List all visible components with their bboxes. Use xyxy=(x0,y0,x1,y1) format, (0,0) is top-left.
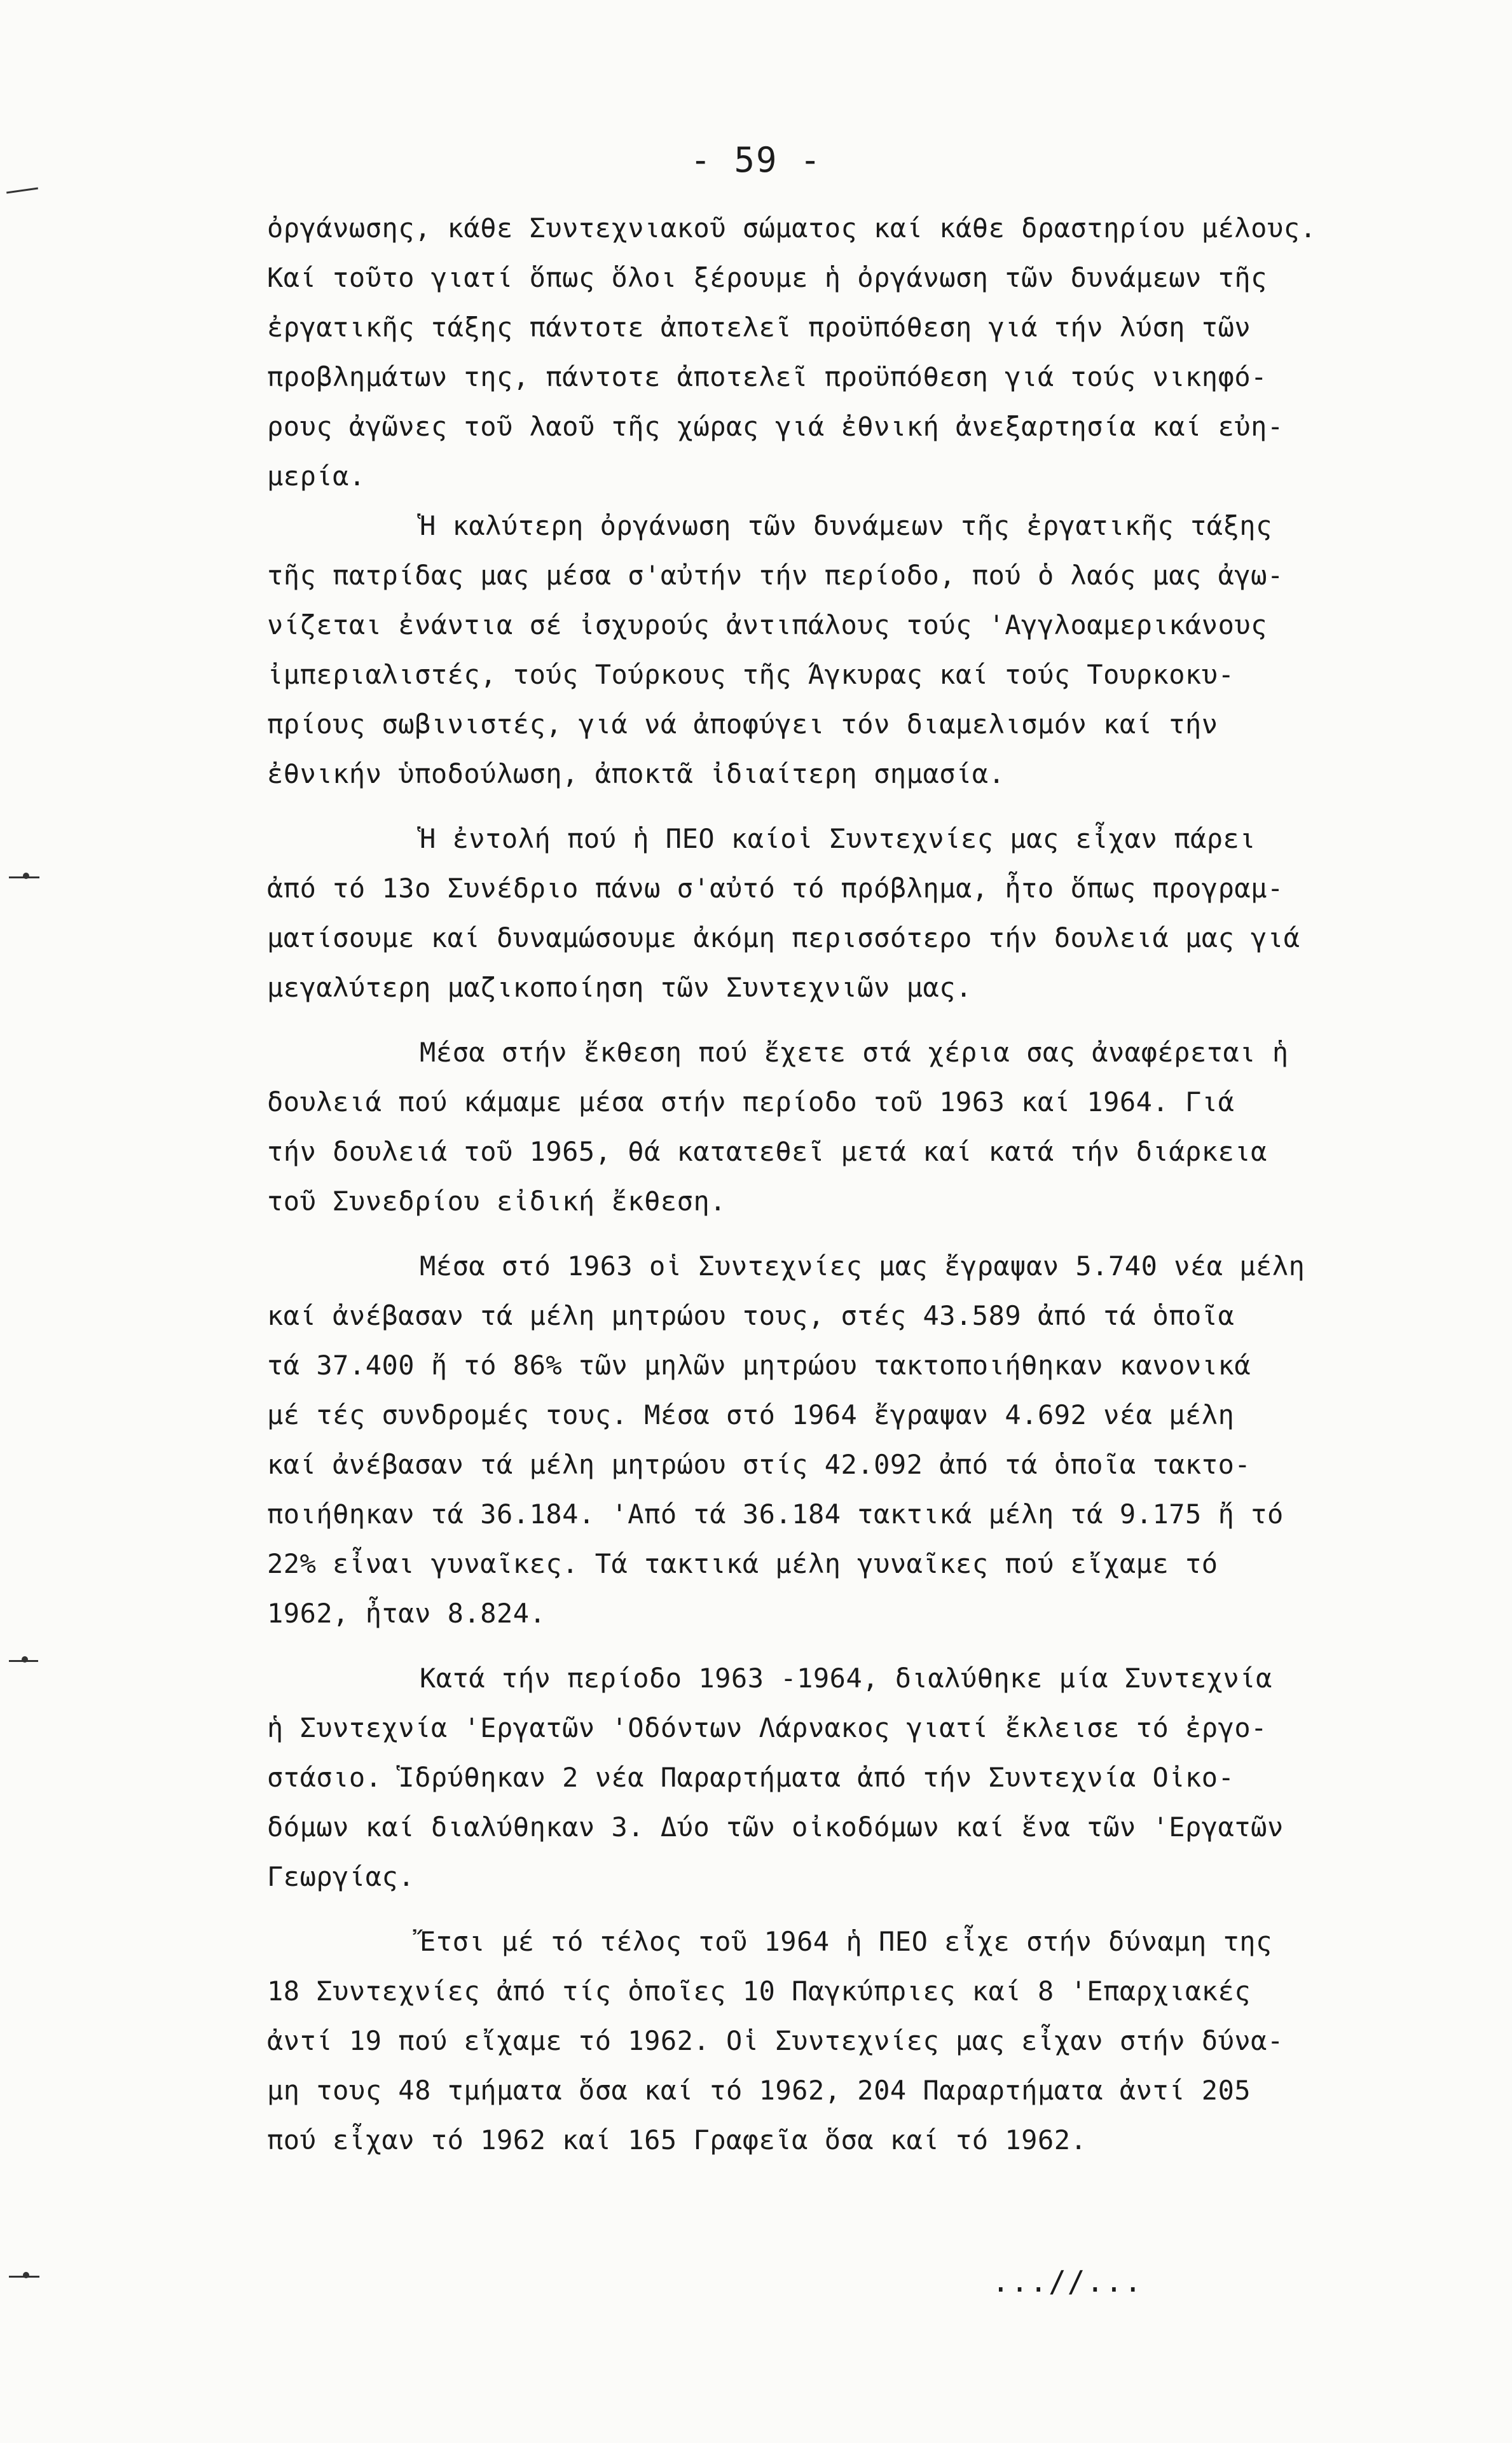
text-line: στάσιο. Ἱδρύθηκαν 2 νέα Παραρτήματα ἀπό τήν Συντεχνία Οἰκο- xyxy=(267,1762,1235,1793)
text-line: ματίσουμε καί δυναμώσουμε ἀκόμη περισσότερο τήν δουλειά μας γιά xyxy=(267,922,1300,953)
text-line: ἀντί 19 πού εἴχαμε τό 1962. Οἱ Συντεχνίες μας εἶχαν στήν δύνα- xyxy=(267,2025,1284,2056)
text-line: Γεωργίας. xyxy=(267,1861,415,1892)
text-line: τοῦ Συνεδρίου εἰδική ἔκθεση. xyxy=(267,1186,727,1217)
text-line: καί ἀνέβασαν τά μέλη μητρώου στίς 42.092 ἀπό τά ὁποῖα τακτο- xyxy=(267,1449,1251,1480)
page-number: - 59 - xyxy=(690,140,822,180)
text-line: πού εἶχαν τό 1962 καί 165 Γραφεῖα ὅσα καί τό 1962. xyxy=(267,2124,1087,2156)
text-line: τῆς πατρίδας μας μέσα σ'αὐτήν τήν περίοδο, πού ὁ λαός μας ἀγω- xyxy=(267,560,1284,591)
text-line: ὀργάνωσης, κάθε Συντεχνιακοῦ σώματος καί κάθε δραστηρίου μέλους. xyxy=(267,212,1317,244)
text-line: Καί τοῦτο γιατί ὅπως ὅλοι ξέρουμε ἡ ὀργάνωση τῶν δυνάμεων τῆς xyxy=(267,262,1267,293)
text-line: ρους ἀγῶνες τοῦ λαοῦ τῆς χώρας γιά ἐθνική ἀνεξαρτησία καί εὐη- xyxy=(267,411,1284,442)
body-text xyxy=(267,204,1412,2165)
text-line: Μέσα στήν ἔκθεση πού ἔχετε στά χέρια σας ἀναφέρεται ἡ xyxy=(420,1037,1289,1068)
text-line: Ἡ καλύτερη ὀργάνωση τῶν δυνάμεων τῆς ἐργατικῆς τάξης xyxy=(420,510,1272,541)
text-line: ἀπό τό 13ο Συνέδριο πάνω σ'αὐτό τό πρόβλημα, ἦτο ὅπως προγραμ- xyxy=(267,873,1284,904)
text-line: Ἡ ἐντολή πού ἡ ΠΕΟ καίοἱ Συντεχνίες μας εἶχαν πάρει xyxy=(420,823,1256,854)
binding-mark xyxy=(22,1656,28,1663)
binding-mark xyxy=(23,873,29,879)
text-line: Ἔτσι μέ τό τέλος τοῦ 1964 ἡ ΠΕΟ εἶχε στήν δύναμη της xyxy=(420,1926,1272,1957)
text-line: Μέσα στό 1963 οἱ Συντεχνίες μας ἔγραψαν 5.740 νέα μέλη xyxy=(420,1250,1305,1282)
text-line: νίζεται ἐνάντια σέ ἰσχυρούς ἀντιπάλους τούς 'Αγγλοαμερικάνους xyxy=(267,609,1267,640)
text-line: 22% εἶναι γυναῖκες. Τά τακτικά μέλη γυναῖκες πού εἴχαμε τό xyxy=(267,1548,1218,1579)
text-line: 18 Συντεχνίες ἀπό τίς ὁποῖες 10 Παγκύπριες καί 8 'Επαρχιακές xyxy=(267,1976,1251,2007)
text-line: ἰμπεριαλιστές, τούς Τούρκους τῆς Άγκυρας καί τούς Τουρκοκυ- xyxy=(267,659,1235,690)
text-line: ποιήθηκαν τά 36.184. 'Από τά 36.184 τακτικά μέλη τά 9.175 ἤ τό xyxy=(267,1498,1284,1530)
text-line: δόμων καί διαλύθηκαν 3. Δύο τῶν οἰκοδόμων καί ἕνα τῶν 'Εργατῶν xyxy=(267,1811,1284,1843)
binding-mark xyxy=(6,188,38,194)
text-line: καί ἀνέβασαν τά μέλη μητρώου τους, στές 43.589 ἀπό τά ὁποῖα xyxy=(267,1300,1235,1331)
text-line: 1962, ἦταν 8.824. xyxy=(267,1598,546,1629)
text-line: ἐργατικῆς τάξης πάντοτε ἀποτελεῖ προϋπόθεση γιά τήν λύση τῶν xyxy=(267,312,1251,343)
text-line: μη τους 48 τμήματα ὅσα καί τό 1962, 204 Παραρτήματα ἀντί 205 xyxy=(267,2075,1251,2106)
text-line: μέ τές συνδρομές τους. Μέσα στό 1964 ἔγραψαν 4.692 νέα μέλη xyxy=(267,1399,1235,1430)
text-line: τήν δουλειά τοῦ 1965, θά κατατεθεῖ μετά καί κατά τήν διάρκεια xyxy=(267,1136,1267,1167)
text-line: δουλειά πού κάμαμε μέσα στήν περίοδο τοῦ 1963 καί 1964. Γιά xyxy=(267,1086,1235,1118)
text-line: τά 37.400 ἤ τό 86% τῶν μηλῶν μητρώου τακτοποιήθηκαν κανονικά xyxy=(267,1350,1251,1381)
text-line: προβλημάτων της, πάντοτε ἀποτελεῖ προϋπόθεση γιά τούς νικηφό- xyxy=(267,361,1267,392)
text-line: μερία. xyxy=(267,460,366,492)
binding-mark xyxy=(23,2272,29,2278)
text-line: μεγαλύτερη μαζικοποίηση τῶν Συντεχνιῶν μας. xyxy=(267,972,972,1003)
text-line: Κατά τήν περίοδο 1963 -1964, διαλύθηκε μία Συντεχνία xyxy=(420,1663,1272,1694)
text-line: ἡ Συντεχνία 'Εργατῶν 'Οδόντων Λάρνακος γιατί ἔκλεισε τό ἐργο- xyxy=(267,1712,1267,1743)
continuation-mark: ...//... xyxy=(992,2264,1143,2299)
text-line: πρίους σωβινιστές, γιά νά ἀποφύγει τόν διαμελισμόν καί τήν xyxy=(267,709,1218,740)
text-line: ἐθνικήν ὑποδούλωση, ἀποκτᾶ ἰδιαίτερη σημασία. xyxy=(267,758,1005,789)
